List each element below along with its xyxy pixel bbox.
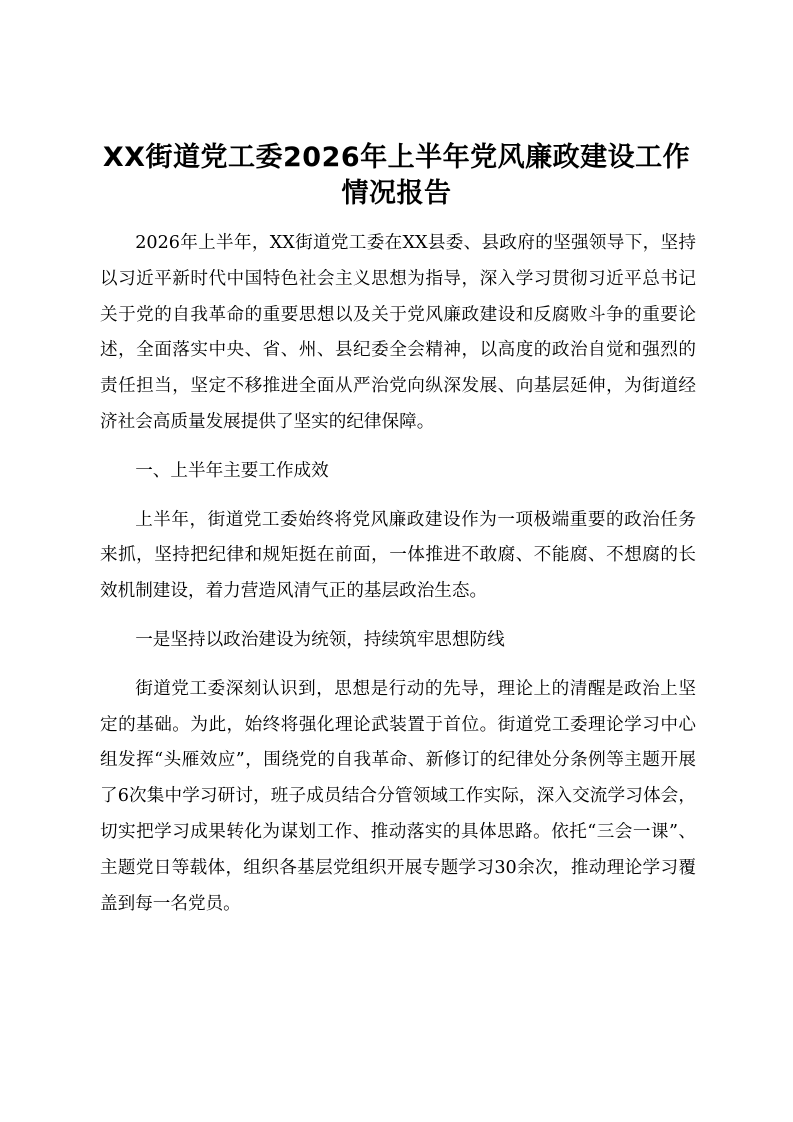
document-body (100, 226, 696, 935)
subsection-paragraph: 街道党工委深刻认识到，思想是行动的先导，理论上的清醒是政治上坚定的基础。为此，始终将强化理论武装置于首位。街道党工委理论学习中心组发挥“头雁效应”，围绕党的自我革命、新修订的纪律处分条例等主题开展了6次集中学习研讨，班子成员结合分管领域工作实际，深入交流学习体会，切实把学习成果转化为谋划工作、推动落实的具体思路。依托“三会一课”、主题党日等载体，组织各基层党组织开展专题学习30余次，推动理论学习覆盖到每一名党员。 (100, 678, 696, 914)
document-title: XX街道党工委2026年上半年党风廉政建设工作情况报告 (102, 142, 691, 209)
section-heading: 一、上半年主要工作成效 (135, 460, 329, 481)
subsection-heading: 一是坚持以政治建设为统领，持续筑牢思想防线 (135, 629, 505, 650)
intro-paragraph: 2026年上半年，XX街道党工委在XX县委、县政府的坚强领导下，坚持以习近平新时代中国特色社会主义思想为指导，深入学习贯彻习近平总书记关于党的自我革命的重要思想以及关于党风廉政建设和反腐败斗争的重要论述，全面落实中央、省、州、县纪委全会精神，以高度的政治自觉和强烈的责任担当，坚定不移推进全面从严治党向纵深发展、向基层延伸，为街道经济社会高质量发展提供了坚实的纪律保障。 (100, 233, 696, 432)
section-paragraph: 上半年，街道党工委始终将党风廉政建设作为一项极端重要的政治任务来抓，坚持把纪律和规矩挺在前面，一体推进不敢腐、不能腐、不想腐的长效机制建设，着力营造风清气正的基层政治生态。 (100, 509, 696, 602)
